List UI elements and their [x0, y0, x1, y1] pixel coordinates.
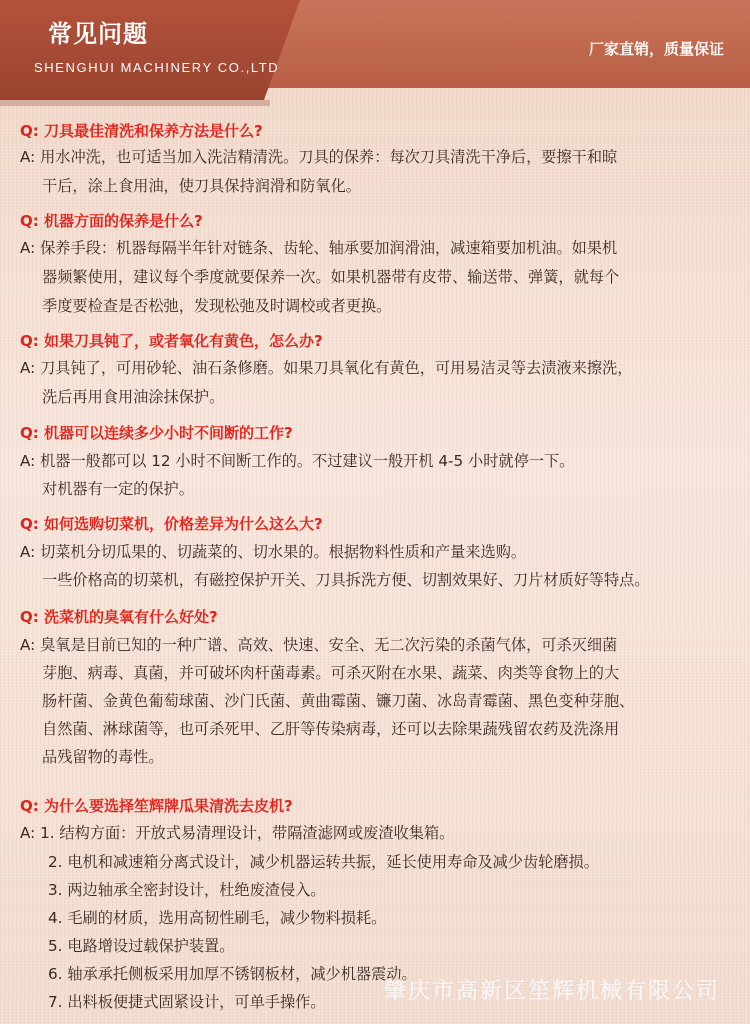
faq-answer-line: A: 机器一般都可以 12 小时不间断工作的。不过建议一般开机 4-5 小时就停一下。	[20, 452, 575, 470]
faq-answer-line: 3. 两边轴承全密封设计，杜绝废渣侵入。	[48, 881, 326, 899]
header-banner	[0, 0, 750, 100]
faq-answer-line: 7. 出料板便捷式固紧设计，可单手操作。	[48, 993, 326, 1011]
faq-question: Q: 如何选购切菜机，价格差异为什么这么大?	[20, 515, 323, 533]
company-watermark: 肇庆市高新区笙辉机械有限公司	[383, 979, 720, 1004]
faq-answer-line: 一些价格高的切菜机，有磁控保护开关、刀具拆洗方便、切割效果好、刀片材质好等特点。	[42, 571, 650, 589]
faq-answer-line: A: 刀具钝了，可用砂轮、油石条修磨。如果刀具氧化有黄色，可用易洁灵等去渍液来擦洗，	[20, 359, 633, 377]
slogan: 厂家直销，质量保证	[588, 40, 724, 58]
faq-question: Q: 洗菜机的臭氧有什么好处?	[20, 608, 218, 626]
faq-answer-line: A: 臭氧是目前已知的一种广谱、高效、快速、安全、无二次污染的杀菌气体，可杀灭细菌	[20, 636, 618, 654]
faq-answer-line: 品残留物的毒性。	[42, 748, 164, 766]
faq-answer-line: 对机器有一定的保护。	[42, 480, 194, 498]
header-title-tab	[0, 0, 300, 100]
faq-answer-line: 4. 毛刷的材质，选用高韧性刷毛，减少物料损耗。	[48, 909, 387, 927]
faq-answer-line: 季度要检查是否松弛，发现松弛及时调校或者更换。	[42, 297, 392, 315]
faq-list	[0, 112, 750, 1024]
faq-answer-line: 5. 电路增设过载保护装置。	[48, 937, 235, 955]
faq-answer-line: A: 切菜机分切瓜果的、切蔬菜的、切水果的。根据物料性质和产量来选购。	[20, 543, 527, 561]
company-english-name: SHENGHUI MACHINERY CO.,LTD	[34, 60, 280, 75]
faq-answer-line: 肠杆菌、金黄色葡萄球菌、沙门氏菌、黄曲霉菌、镰刀菌、冰岛青霉菌、黑色变种芽胞、	[42, 692, 635, 710]
faq-answer-line: 洗后再用食用油涂抹保护。	[42, 388, 225, 406]
faq-answer-line: 6. 轴承承托侧板采用加厚不锈钢板材，减少机器震动。	[48, 965, 417, 983]
faq-answer-line: A: 用水冲洗，也可适当加入洗洁精清洗。刀具的保养：每次刀具清洗干净后，要擦干和晾	[20, 148, 618, 166]
faq-answer-line: A: 1. 结构方面：开放式易清理设计，带隔渣滤网或废渣收集箱。	[20, 824, 455, 842]
faq-answer-line: 干后，涂上食用油，使刀具保持润滑和防氧化。	[42, 177, 361, 195]
faq-answer-line: 芽胞、病毒、真菌，并可破坏肉杆菌毒素。可杀灭附在水果、蔬菜、肉类等食物上的大	[42, 664, 620, 682]
faq-question: Q: 如果刀具钝了，或者氧化有黄色，怎么办?	[20, 332, 323, 350]
faq-answer-line: 2. 电机和减速箱分离式设计，减少机器运转共振，延长使用寿命及减少齿轮磨损。	[48, 853, 599, 871]
page-title: 常见问题	[48, 20, 148, 48]
faq-question: Q: 刀具最佳清洗和保养方法是什么?	[20, 122, 263, 140]
faq-question: Q: 为什么要选择笙辉牌瓜果清洗去皮机?	[20, 797, 293, 815]
faq-answer-line: 自然菌、淋球菌等，也可杀死甲、乙肝等传染病毒，还可以去除果蔬残留农药及洗涤用	[42, 720, 620, 738]
faq-question: Q: 机器方面的保养是什么?	[20, 212, 203, 230]
faq-answer-line: A: 保养手段：机器每隔半年针对链条、齿轮、轴承要加润滑油，减速箱要加机油。如果机	[20, 239, 618, 257]
faq-answer-line: 器频繁使用，建议每个季度就要保养一次。如果机器带有皮带、输送带、弹簧，就每个	[42, 268, 620, 286]
faq-question: Q: 机器可以连续多少小时不间断的工作?	[20, 424, 293, 442]
header-tab-shadow	[0, 100, 270, 106]
